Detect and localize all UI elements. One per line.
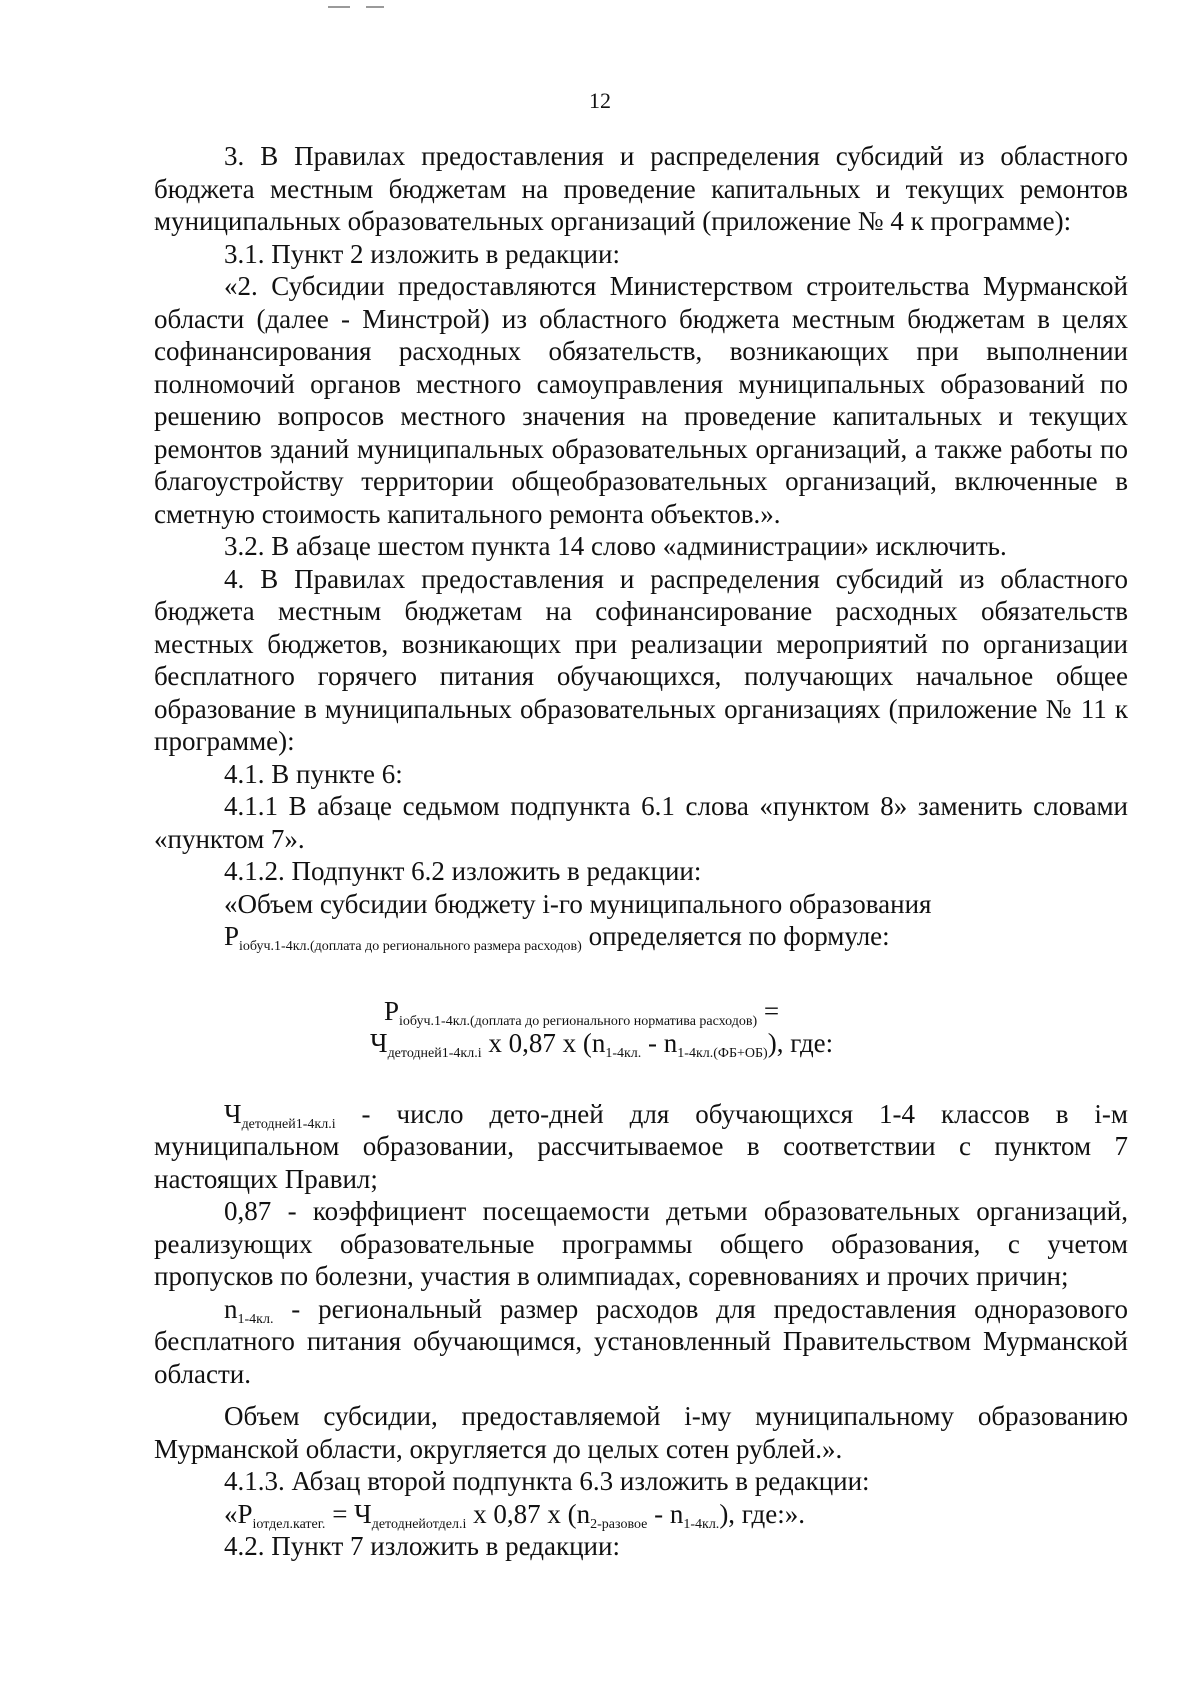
formula-symbol: P: [384, 995, 400, 1026]
formula-line-2: [294, 1027, 1128, 1060]
paragraph: 4.1. В пункте 6:: [224, 758, 403, 789]
formula-subscript: iотдел.катег.: [252, 1516, 326, 1532]
definition: [154, 1293, 1128, 1391]
formula-symbol: n: [224, 1293, 238, 1324]
formula-subscript: iобуч.1-4кл.(доплата до регионального размера расходов): [239, 939, 582, 954]
paragraph: 3.1. Пункт 2 изложить в редакции:: [224, 238, 620, 269]
formula-subscript: 1-4кл.: [605, 1046, 642, 1061]
paragraph: 3. В Правилах предоставления и распределения субсидий из областного бюджета местным бюджетам на проведение капитальных и текущих ремонтов муниципальных образовательных организаций (приложение № 4 к программе):: [154, 141, 1128, 236]
document-body: [154, 140, 1128, 1563]
formula-text: = Ч: [325, 1498, 372, 1529]
formula-subscript: 1-4кл.(ФБ+ОБ): [677, 1046, 768, 1061]
formula-subscript: детодней1-4кл.i: [241, 1116, 336, 1132]
paragraph: 4.1.3. Абзац второй подпункта 6.3 изложить в редакции:: [224, 1466, 870, 1496]
paragraph: 4.1.2. Подпункт 6.2 изложить в редакции:: [224, 856, 702, 886]
paragraph: 4. В Правилах предоставления и распределения субсидий из областного бюджета местным бюджетам на софинансирование расходных обязательств местных бюджетов, возникающих при реализации мероприятий по организации бесплатного горячего питания обучающихся, получающих начальное общее образование в муниципальных образовательных организациях (приложение № 11 к программе):: [154, 563, 1128, 756]
formula-subscript: iобуч.1-4кл.(доплата до регионального норматива расходов): [399, 1013, 758, 1029]
formula-text: «P: [224, 1498, 253, 1529]
formula-text: ), где:: [767, 1028, 834, 1058]
paragraph: «2. Субсидии предоставляются Министерством строительства Мурманской области (далее - Минстрой) из областного бюджета местным бюджетам в целях софинансирования расходных обязательств, возникающих при выполнении полномочий органов местного самоуправления муниципальных образований по решению вопросов местного значения на проведение капитальных и текущих ремонтов зданий муниципальных образовательных организаций, а также работы по благоустройству территории общеобразовательных организаций, включенные в сметную стоимость капитального ремонта объектов.».: [154, 271, 1128, 529]
formula-subscript: 1-4кл.: [683, 1516, 720, 1532]
formula-subscript: 2-разовое: [590, 1516, 648, 1532]
formula-symbol: P: [224, 921, 240, 951]
paragraph: 4.2. Пункт 7 изложить в редакции:: [224, 1531, 620, 1561]
paragraph: 3.2. В абзаце шестом пункта 14 слово «администрации» исключить.: [224, 531, 1007, 561]
formula-symbol: Ч: [224, 1098, 242, 1129]
definition-text: - региональный размер расходов для предоставления одноразового бесплатного питания обучающимся, установленный Правительством Мурманской области.: [154, 1293, 1128, 1389]
formula-text: - n: [647, 1498, 684, 1529]
definition-text: - число дето-дней для обучающихся 1-4 классов в i-м муниципальном образовании, рассчитываемое в соответствии с пунктом 7 настоящих Правил;: [154, 1098, 1128, 1194]
formula-intro-text: определяется по формуле:: [581, 921, 890, 951]
formula-text: х 0,87 х (n: [466, 1498, 591, 1529]
formula-line-1: [294, 995, 1128, 1028]
definition: 0,87 - коэффициент посещаемости детьми образовательных организаций, реализующих образовательные программы общего образования, с учетом пропусков по болезни, участия в олимпиадах, соревнованиях и прочих причин;: [154, 1196, 1128, 1291]
formula-subscript: детодней1-4кл.i: [387, 1046, 482, 1061]
inline-formula: [154, 1498, 1128, 1531]
paragraph: 4.1.1 В абзаце седьмом подпункта 6.1 слова «пунктом 8» заменить словами «пунктом 7».: [154, 791, 1128, 854]
formula-symbol: Ч: [370, 1028, 388, 1058]
paragraph: «Объем субсидии бюджету i-го муниципального образования: [224, 888, 932, 919]
formula-text: х 0,87 х (n: [481, 1028, 606, 1058]
scan-artifact: [366, 6, 384, 8]
formula-subscript: 1-4кл.: [237, 1311, 274, 1327]
formula-intro: [154, 920, 1128, 953]
formula-subscript: детоднейотдел.i: [371, 1516, 467, 1532]
formula-block: [154, 995, 1128, 1060]
formula-text: ), где:».: [719, 1498, 806, 1529]
definition: [154, 1098, 1128, 1196]
scan-artifact: [328, 6, 350, 8]
formula-operator: =: [757, 995, 780, 1026]
paragraph: Объем субсидии, предоставляемой i-му муниципальному образованию Мурманской области, округляется до целых сотен рублей.».: [154, 1401, 1128, 1464]
formula-text: - n: [641, 1028, 678, 1058]
page-number: 12: [589, 88, 611, 113]
